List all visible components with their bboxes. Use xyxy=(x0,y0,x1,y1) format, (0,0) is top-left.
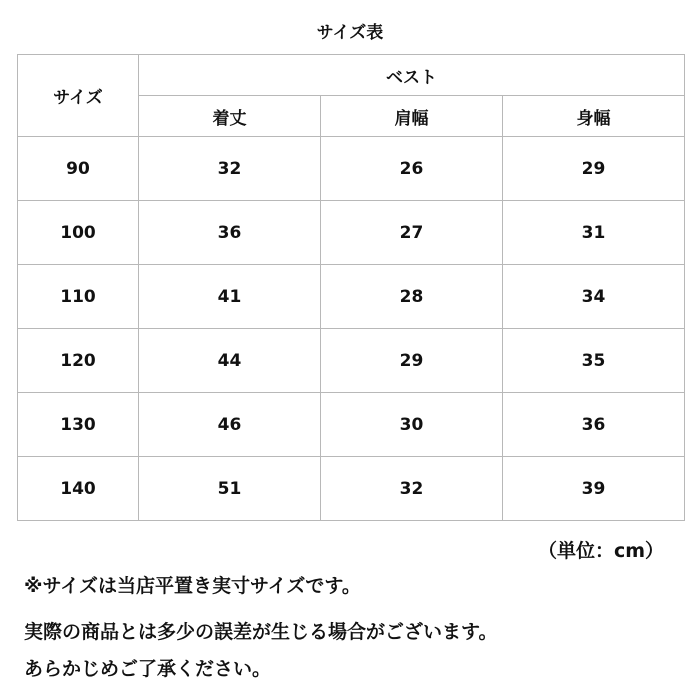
size-cell: 100 xyxy=(18,201,139,265)
size-cell: 110 xyxy=(18,265,139,329)
value-cell: 36 xyxy=(503,393,685,457)
note-line: あらかじめご了承ください。 xyxy=(24,658,272,680)
value-cell: 28 xyxy=(321,265,503,329)
size-header: サイズ xyxy=(18,55,139,137)
value-cell: 29 xyxy=(503,137,685,201)
value-cell: 31 xyxy=(503,201,685,265)
unit-label: （単位：cm） xyxy=(537,540,664,562)
group-header: ベスト xyxy=(139,55,685,96)
table-row xyxy=(18,457,685,521)
value-cell: 36 xyxy=(139,201,321,265)
note-line: 実際の商品とは多少の誤差が生じる場合がございます。 xyxy=(24,621,498,643)
value-cell: 27 xyxy=(321,201,503,265)
column-header-width: 身幅 xyxy=(503,96,685,137)
table-row xyxy=(18,265,685,329)
value-cell: 46 xyxy=(139,393,321,457)
value-cell: 51 xyxy=(139,457,321,521)
value-cell: 34 xyxy=(503,265,685,329)
value-cell: 32 xyxy=(139,137,321,201)
value-cell: 29 xyxy=(321,329,503,393)
table-row xyxy=(18,393,685,457)
value-cell: 32 xyxy=(321,457,503,521)
table-row xyxy=(18,137,685,201)
value-cell: 44 xyxy=(139,329,321,393)
size-cell: 90 xyxy=(18,137,139,201)
table-title: サイズ表 xyxy=(316,23,384,43)
size-table xyxy=(17,54,685,521)
column-header-length: 着丈 xyxy=(139,96,321,137)
table-row xyxy=(18,329,685,393)
value-cell: 26 xyxy=(321,137,503,201)
size-cell: 120 xyxy=(18,329,139,393)
header-row xyxy=(18,55,685,96)
column-header-shoulder: 肩幅 xyxy=(321,96,503,137)
value-cell: 35 xyxy=(503,329,685,393)
size-cell: 130 xyxy=(18,393,139,457)
value-cell: 39 xyxy=(503,457,685,521)
table-row xyxy=(18,201,685,265)
value-cell: 41 xyxy=(139,265,321,329)
value-cell: 30 xyxy=(321,393,503,457)
note-line: ※サイズは当店平置き実寸サイズです。 xyxy=(24,575,361,597)
size-cell: 140 xyxy=(18,457,139,521)
